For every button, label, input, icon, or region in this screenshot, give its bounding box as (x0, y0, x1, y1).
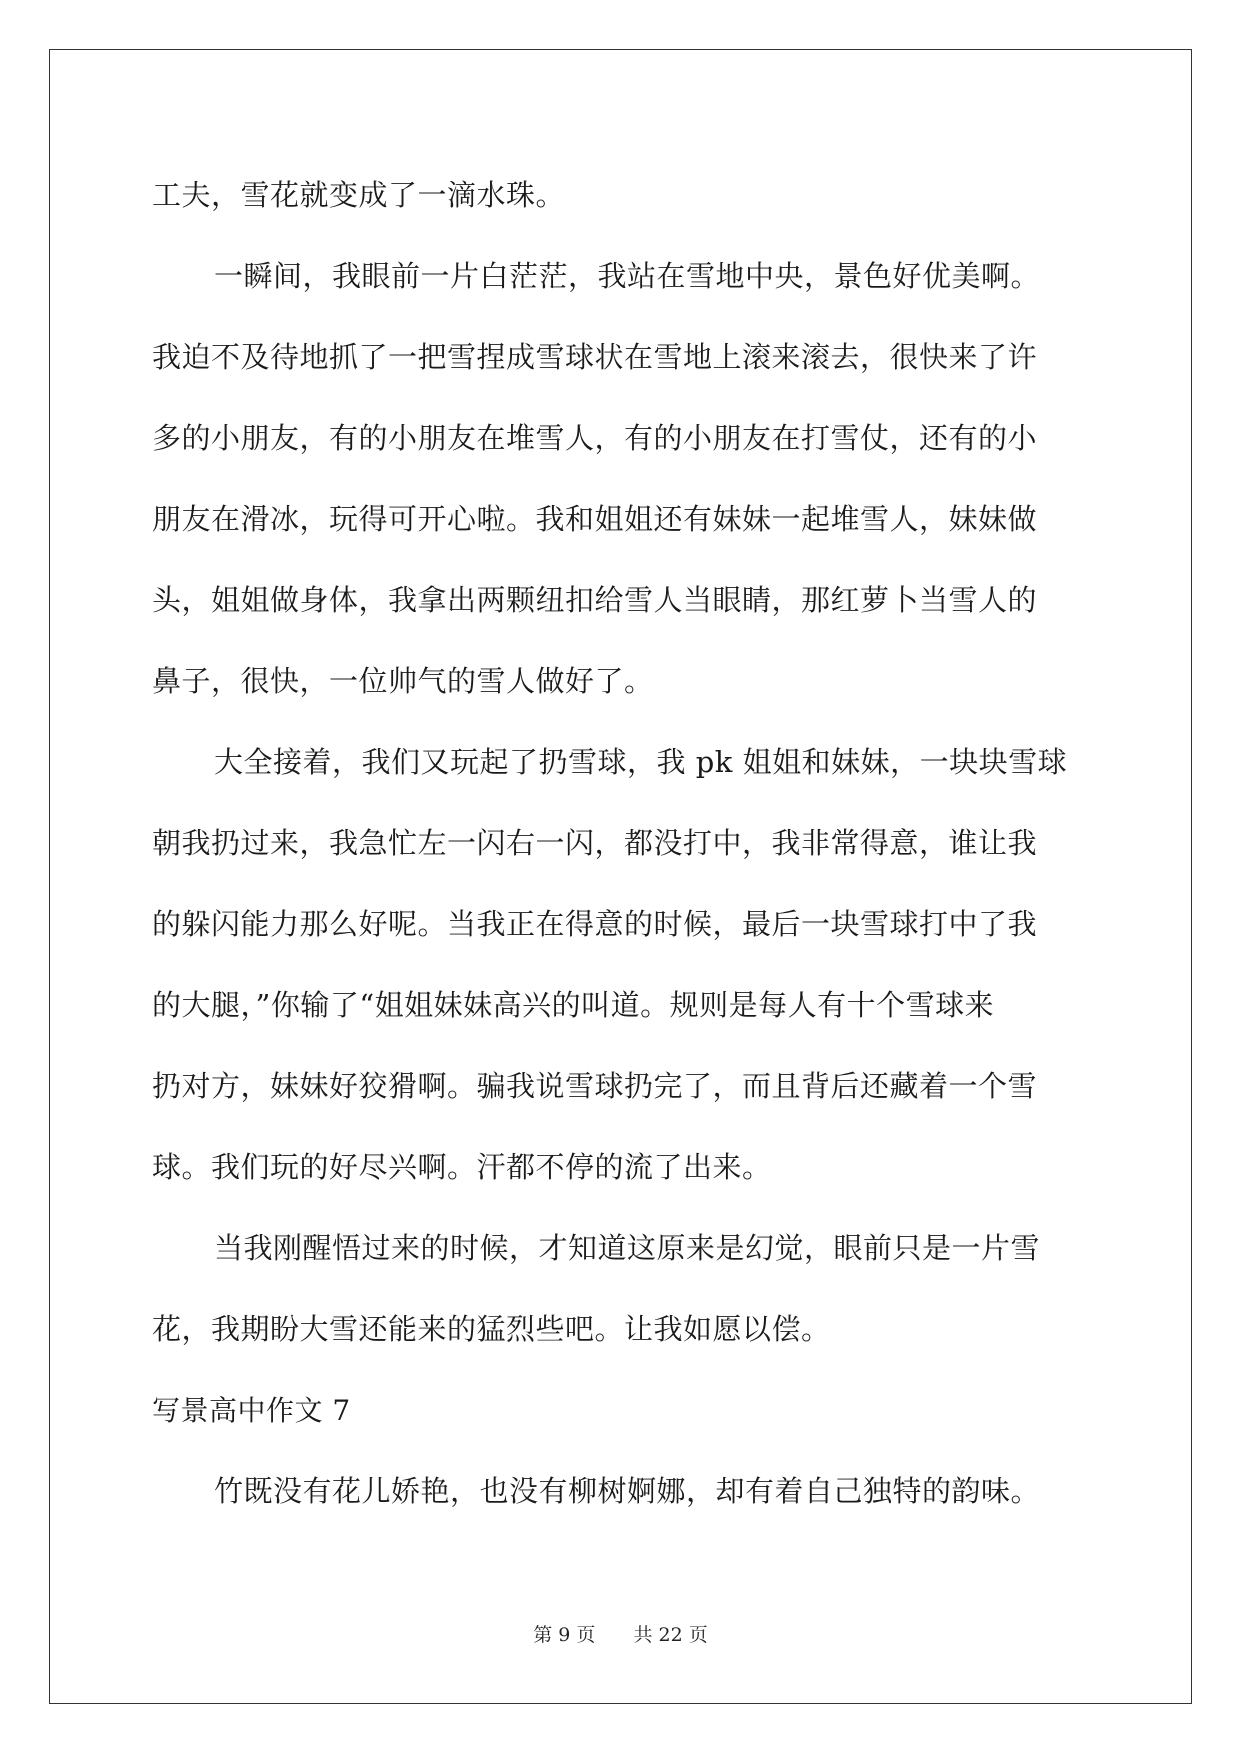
paragraph-line: 一瞬间，我眼前一片白茫茫，我站在雪地中央，景色好优美啊。 (214, 259, 1041, 293)
paragraph-line: 扔对方，妹妹好狡猾啊。骗我说雪球扔完了，而且背后还藏着一个雪 (152, 1069, 1038, 1103)
paragraph-line: 朋友在滑冰，玩得可开心啦。我和姐姐还有妹妹一起堆雪人，妹妹做 (152, 502, 1038, 536)
page-total: 共 22 页 (633, 1624, 708, 1646)
paragraph-line: 工夫，雪花就变成了一滴水珠。 (152, 178, 566, 212)
page-footer (0, 1620, 1241, 1647)
paragraph-line: 我迫不及待地抓了一把雪捏成雪球状在雪地上滚来滚去，很快来了许 (152, 340, 1038, 374)
paragraph-line: 的大腿，”你输了“姐姐妹妹高兴的叫道。规则是每人有十个雪球来 (152, 988, 995, 1022)
section-heading: 写景高中作文 7 (152, 1394, 351, 1427)
paragraph-line: 多的小朋友，有的小朋友在堆雪人，有的小朋友在打雪仗，还有的小 (152, 421, 1038, 455)
paragraph-line: 花，我期盼大雪还能来的猛烈些吧。让我如愿以偿。 (152, 1312, 831, 1346)
paragraph-line: 的躲闪能力那么好呢。当我正在得意的时候，最后一块雪球打中了我 (152, 907, 1038, 941)
paragraph-line: 球。我们玩的好尽兴啊。汗都不停的流了出来。 (152, 1150, 772, 1184)
page-number: 第 9 页 (533, 1624, 596, 1646)
paragraph-line: 竹既没有花儿娇艳，也没有柳树婀娜，却有着自己独特的韵味。 (214, 1474, 1041, 1508)
document-body (152, 155, 1097, 1532)
paragraph-line: 大全接着，我们又玩起了扔雪球，我 pk 姐姐和妹妹，一块块雪球 (214, 745, 1068, 779)
paragraph-line: 朝我扔过来，我急忙左一闪右一闪，都没打中，我非常得意，谁让我 (152, 826, 1038, 860)
paragraph-line: 头，姐姐做身体，我拿出两颗纽扣给雪人当眼睛，那红萝卜当雪人的 (152, 583, 1038, 617)
paragraph-line: 鼻子，很快，一位帅气的雪人做好了。 (152, 664, 654, 698)
paragraph-line: 当我刚醒悟过来的时候，才知道这原来是幻觉，眼前只是一片雪 (214, 1231, 1041, 1265)
